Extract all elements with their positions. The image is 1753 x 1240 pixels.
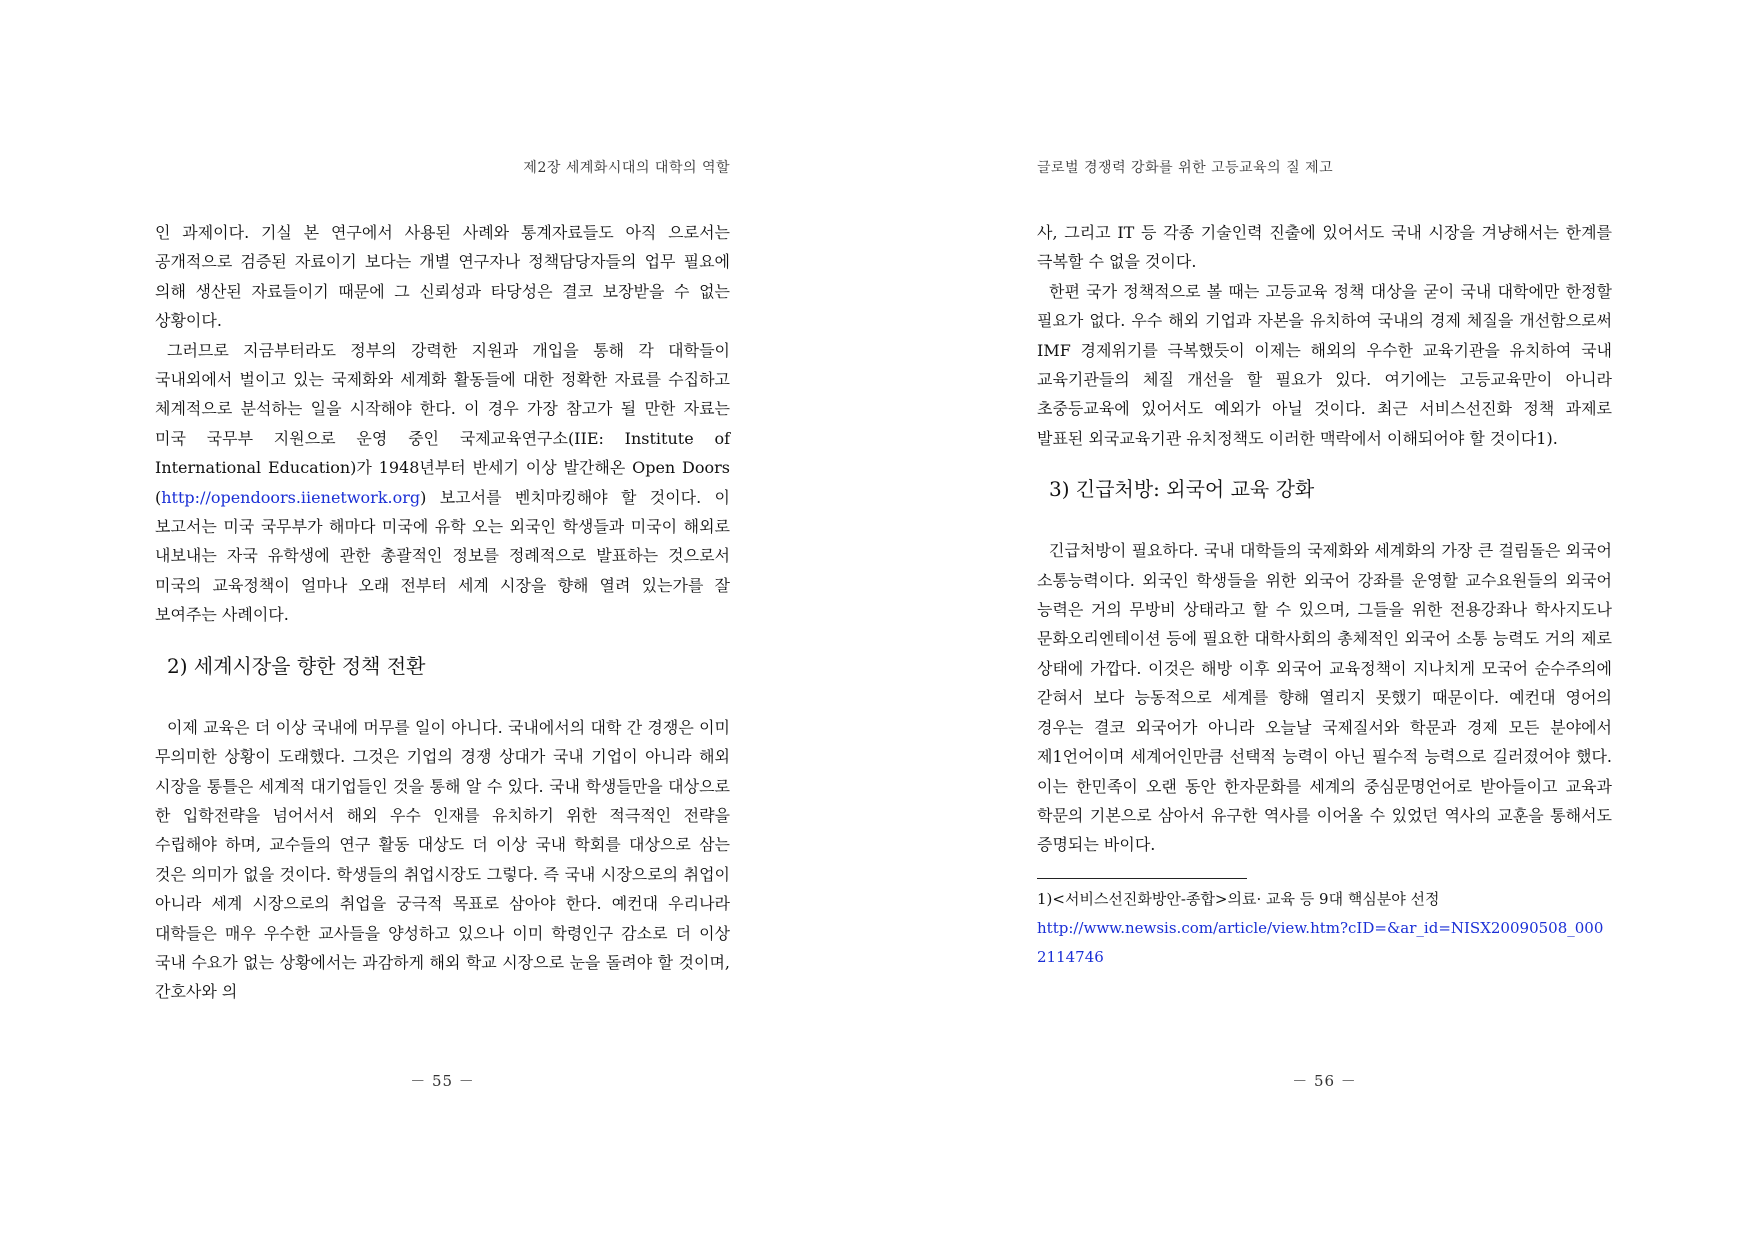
page-number: － 56 － [1292,1072,1357,1090]
paragraph: 한편 국가 정책적으로 볼 때는 고등교육 정책 대상을 굳이 국내 대학에만 한정할 필요가 없다. 우수 해외 기업과 자본을 유치하여 국내의 경제 체질을 개선함으로써 IMF 경제위기를 극복했듯이 이제는 해외의 우수한 교육기관을 유치하여 국내 교육기관들의 체질 개선을 할 필요가 있다. 여기에는 고등교육만이 아니라 초중등교육에 있어서도 예외가 아닐 것이다. 최근 서비스선진화 정책 과제로 발표된 외국교육기관 유치정책도 이러한 맥락에서 이해되어야 할 것이다1). [1037,281,1612,448]
opendoors-link[interactable]: http://opendoors.iienetwork.org [161,487,421,507]
footnote-separator [1037,878,1247,879]
left-page-body [155,218,730,1007]
running-header: 글로벌 경쟁력 강화를 위한 고등교육의 질 제고 [1037,160,1334,176]
paragraph-text: ) 보고서를 벤치마킹해야 할 것이다. 이 보고서는 미국 국무부가 해마다 미국에 유학 오는 외국인 학생들과 미국이 해외로 내보내는 자국 유학생에 관한 총괄적인 정보를 정례적으로 발표하는 것으로서 미국의 교육정책이 얼마나 오래 전부터 세계 시장을 향해 열려 있는가를 잘 보여주는 사례이다. [155,487,730,625]
section-heading: 2) 세계시장을 향한 정책 전환 [167,653,426,678]
right-page-body [1037,218,1612,972]
section-heading: 3) 긴급처방: 외국어 교육 강화 [1049,477,1315,502]
right-page [1037,0,1612,1240]
paragraph [155,336,730,630]
paragraph: 이제 교육은 더 이상 국내에 머무를 일이 아니다. 국내에서의 대학 간 경쟁은 이미 무의미한 상황이 도래했다. 그것은 기업의 경쟁 상대가 국내 기업이 아니라 해외 시장을 통틀은 세계적 대기업들인 것을 통해 알 수 있다. 국내 학생들만을 대상으로 한 입학전략을 넘어서서 해외 우수 인재를 유치하기 위한 적극적인 전략을 수립해야 하며, 교수들의 연구 활동 대상도 더 이상 국내 학회를 대상으로 삼는 것은 의미가 없을 것이다. 학생들의 취업시장도 그렇다. 즉 국내 시장으로의 취업이 아니라 세계 시장으로의 취업을 궁극적 목표로 삼아야 한다. 예컨대 우리나라 대학들은 매우 우수한 교사들을 양성하고 있으나 이미 학령인구 감소로 더 이상 국내 수요가 없는 상황에서는 과감하게 해외 학교 시장으로 눈을 돌려야 할 것이며, 간호사와 의 [155,717,730,1002]
page-number: － 55 － [410,1072,475,1090]
left-page [155,0,730,1240]
paragraph: 인 과제이다. 기실 본 연구에서 사용된 사례와 통계자료들도 아직 으로서는 공개적으로 검증된 자료이기 보다는 개별 연구자나 정책담당자들의 업무 필요에 의해 생산된 자료들이기 때문에 그 신뢰성과 타당성은 결코 보장받을 수 없는 상황이다. [155,223,730,331]
paragraph: 긴급처방이 필요하다. 국내 대학들의 국제화와 세계화의 가장 큰 걸림돌은 외국어 소통능력이다. 외국인 학생들을 위한 외국어 강좌를 운영할 교수요원들의 외국어 능력은 거의 무방비 상태라고 할 수 있으며, 그들을 위한 전용강좌나 학사지도나 문화오리엔테이션 등에 필요한 대학사회의 총체적인 외국어 소통 능력도 거의 제로 상태에 가깝다. 이것은 해방 이후 외국어 교육정책이 지나치게 모국어 순수주의에 갇혀서 보다 능동적으로 세계를 향해 열리지 못했기 때문이다. 예컨대 영어의 경우는 결코 외국어가 아니라 오늘날 국제질서와 학문과 경제 모든 분야에서 제1언어이며 세계어인만큼 선택적 능력이 아닌 필수적 능력으로 길러졌어야 했다. 이는 한민족이 오랜 동안 한자문화를 세계의 중심문명언어로 받아들이고 교육과 학문의 기본으로 삼아서 유구한 역사를 이어올 수 있었던 역사의 교훈을 통해서도 증명되는 바이다. [1037,541,1612,855]
footnote [1037,885,1612,972]
paragraph-text: 그러므로 지금부터라도 정부의 강력한 지원과 개입을 통해 각 대학들이 국내외에서 벌이고 있는 국제화와 세계화 활동들에 대한 정확한 자료를 수집하고 체계적으로 분석하는 일을 시작해야 한다. 이 경우 가장 참고가 될 만한 자료는 미국 국무부 지원으로 운영 중인 국제교육연구소(IIE: Institute of International Education)가 1948년부터 반세기 이상 발간해온 Open Doors ( [155,340,730,507]
running-header: 제2장 세계화시대의 대학의 역할 [523,160,730,176]
footnote-link[interactable]: http://www.newsis.com/article/view.htm?cID=&ar_id=NISX20090508_0002114746 [1037,918,1604,966]
footnote-text: 1)<서비스선진화방안-종합>의료· 교육 등 9대 핵심분야 선정 [1037,889,1440,908]
paragraph: 사, 그리고 IT 등 각종 기술인력 진출에 있어서도 국내 시장을 겨냥해서는 한계를 극복할 수 없을 것이다. [1037,223,1612,272]
